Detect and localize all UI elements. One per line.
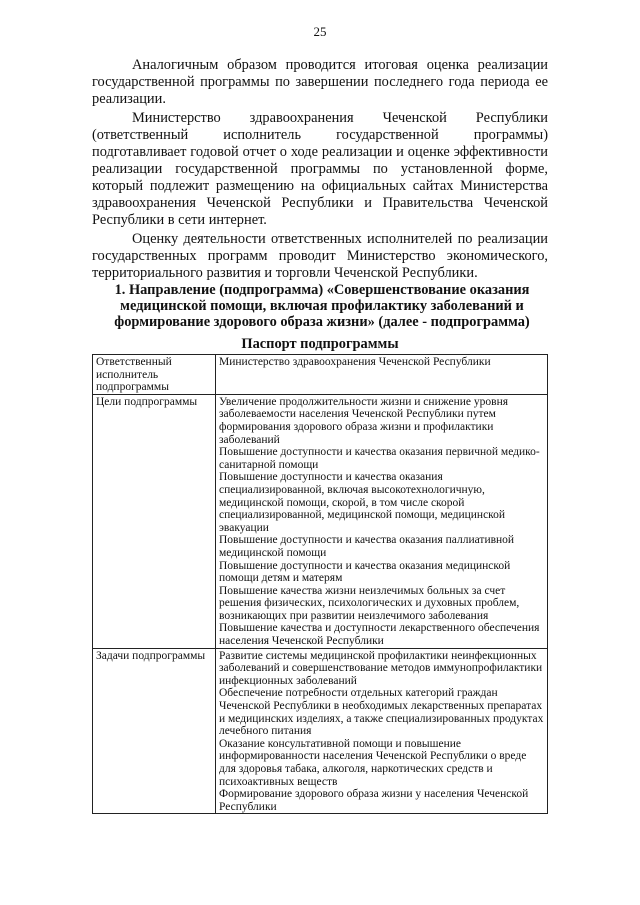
row-content (216, 394, 548, 648)
list-item: Увеличение продолжительности жизни и снижение уровня заболеваемости населения Чеченской Республики путем формирования здорового образа жизни и профилактики заболеваний (219, 395, 509, 446)
section-heading-line: медицинской помощи, включая профилактику заболеваний и (120, 298, 524, 314)
paragraph: Аналогичным образом проводится итоговая оценка реализации государственной программы по завершении последнего года периода ее реализации. (92, 57, 548, 107)
table-title: Паспорт подпрограммы (241, 336, 399, 352)
paragraph: Оценку деятельности ответственных исполнителей по реализации государственных программ проводит Министерство экономического, территориального развития и торговли Чеченской Республики. (92, 231, 548, 281)
list-item: Обеспечение потребности отдельных категорий граждан Чеченской Республики в необходимых лекарственных препаратах и медицинских изделиях, а также специализированных продуктах лечебного питания (219, 687, 544, 738)
row-content (216, 648, 548, 814)
list-item: Повышение доступности и качества оказания медицинской помощи детям и матерям (219, 559, 511, 585)
section-heading (100, 282, 544, 330)
table-row (93, 394, 548, 648)
row-label: Задачи подпрограммы (93, 648, 216, 814)
passport-table (92, 354, 548, 814)
list-item: Повышение доступности и качества оказания паллиативной медицинской помощи (219, 534, 515, 559)
list-item: Повышение качества жизни неизлечимых больных за счет решения физических, психологических и духовных проблем, возникающих при развитии неизлечимого заболевания (219, 584, 520, 622)
list-item: Повышение качества и доступности лекарственного обеспечения населения Чеченской Республики (219, 622, 540, 648)
list-item: Формирование здорового образа жизни у населения Чеченской Республики (219, 788, 529, 813)
row-label: Цели подпрограммы (93, 394, 216, 648)
page-number: 25 (313, 24, 327, 39)
row-label: Ответственный исполнитель подпрограммы (93, 355, 216, 395)
list-item: Оказание консультативной помощи и повышение информированности населения Чеченской Республики о вреде для здоровья табака, алкоголя, наркотических средств и психоактивных веществ (219, 737, 527, 788)
table-row (93, 355, 548, 395)
paragraph: Министерство здравоохранения Чеченской Республики (ответственный исполнитель государственной программы) подготавливает годовой отчет о ходе реализации и оценке эффективности реализации государственной программы по установленной форме, который подлежит размещению на официальных сайтах Министерства здравоохранения Чеченской Республики и Правительства Чеченской Республики в сети интернет. (92, 110, 548, 228)
table-row (93, 648, 548, 814)
list-item: Повышение доступности и качества оказания специализированной, включая высокотехнологичную, медицинской помощи, скорой, в том числе скорой специализированной, медицинской помощи, медицинской эвакуации (219, 471, 506, 534)
body-text (92, 57, 548, 284)
list-item: Развитие системы медицинской профилактики неинфекционных заболеваний и совершенствование методов иммунопрофилактики инфекционных заболеваний (219, 649, 543, 687)
row-content (216, 355, 548, 395)
list-item: Повышение доступности и качества оказания первичной медико-санитарной помощи (219, 446, 540, 471)
section-heading-line: 1. Направление (подпрограмма) «Совершенствование оказания (114, 282, 530, 298)
list-item: Министерство здравоохранения Чеченской Республики (219, 356, 491, 368)
section-heading-line: формирование здорового образа жизни» (далее - подпрограмма) (114, 314, 530, 330)
